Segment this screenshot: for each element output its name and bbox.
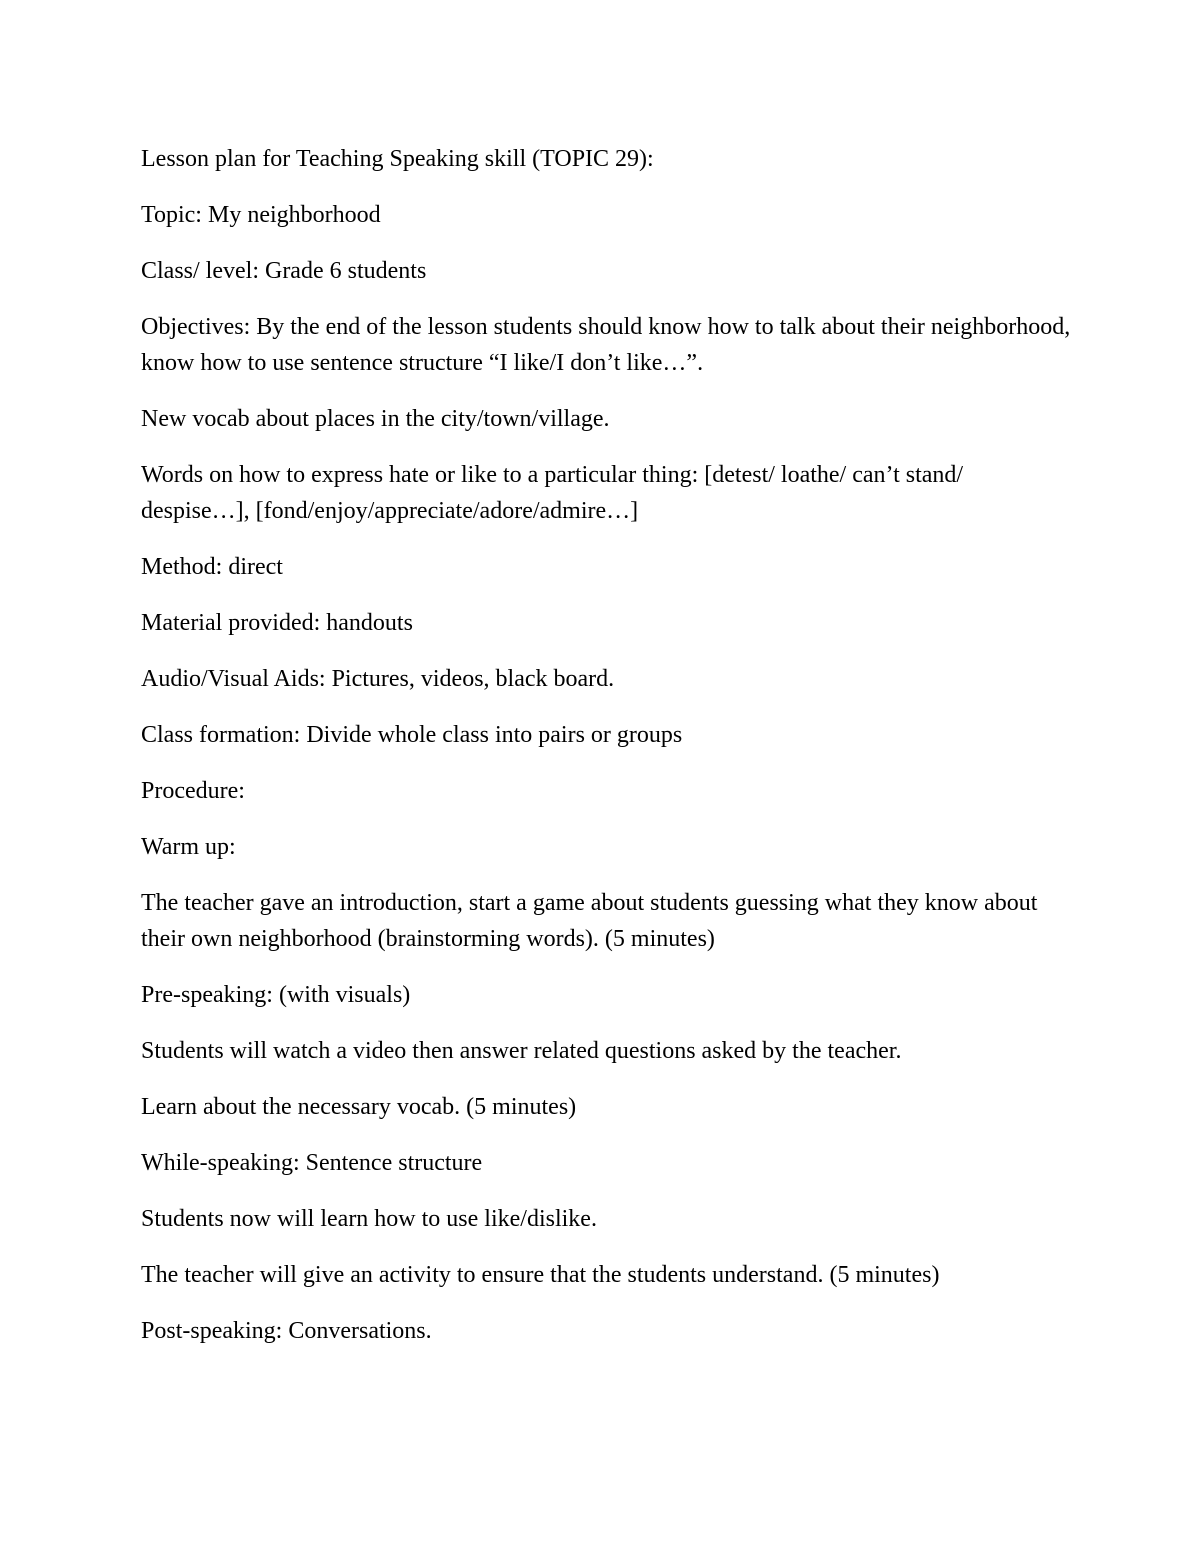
- procedure-heading: Procedure:: [141, 778, 245, 804]
- objectives-paragraph: Objectives: By the end of the lesson students should know how to talk about their neighborhood, know how to use sentence structure “I like/I don’t like…”.: [141, 314, 1071, 376]
- while-speaking-learn-line: Students now will learn how to use like/dislike.: [141, 1206, 597, 1232]
- class-formation-line: Class formation: Divide whole class into pairs or groups: [141, 722, 683, 748]
- pre-speaking-video-line: Students will watch a video then answer related questions asked by the teacher.: [141, 1038, 902, 1064]
- pre-speaking-vocab-line: Learn about the necessary vocab. (5 minutes): [141, 1094, 577, 1120]
- pre-speaking-heading: Pre-speaking: (with visuals): [141, 982, 411, 1008]
- document-body: [141, 141, 1071, 1369]
- words-paragraph: Words on how to express hate or like to a particular thing: [detest/ loathe/ can’t stand/ despise…], [fond/enjoy/appreciate/adore/admire…]: [141, 462, 964, 524]
- class-level-line: Class/ level: Grade 6 students: [141, 258, 427, 284]
- while-speaking-activity-line: The teacher will give an activity to ensure that the students understand. (5 minutes): [141, 1262, 940, 1288]
- post-speaking-heading: Post-speaking: Conversations.: [141, 1318, 432, 1344]
- material-line: Material provided: handouts: [141, 610, 413, 636]
- while-speaking-heading: While-speaking: Sentence structure: [141, 1150, 483, 1176]
- topic-line: Topic: My neighborhood: [141, 202, 381, 228]
- warm-up-heading: Warm up:: [141, 834, 236, 860]
- audio-visual-aids-line: Audio/Visual Aids: Pictures, videos, black board.: [141, 666, 615, 692]
- new-vocab-line: New vocab about places in the city/town/village.: [141, 406, 610, 432]
- method-line: Method: direct: [141, 554, 283, 580]
- warm-up-paragraph: The teacher gave an introduction, start a game about students guessing what they know about their own neighborhood (brainstorming words). (5 minutes): [141, 890, 1038, 952]
- lesson-plan-title: Lesson plan for Teaching Speaking skill (TOPIC 29):: [141, 146, 654, 172]
